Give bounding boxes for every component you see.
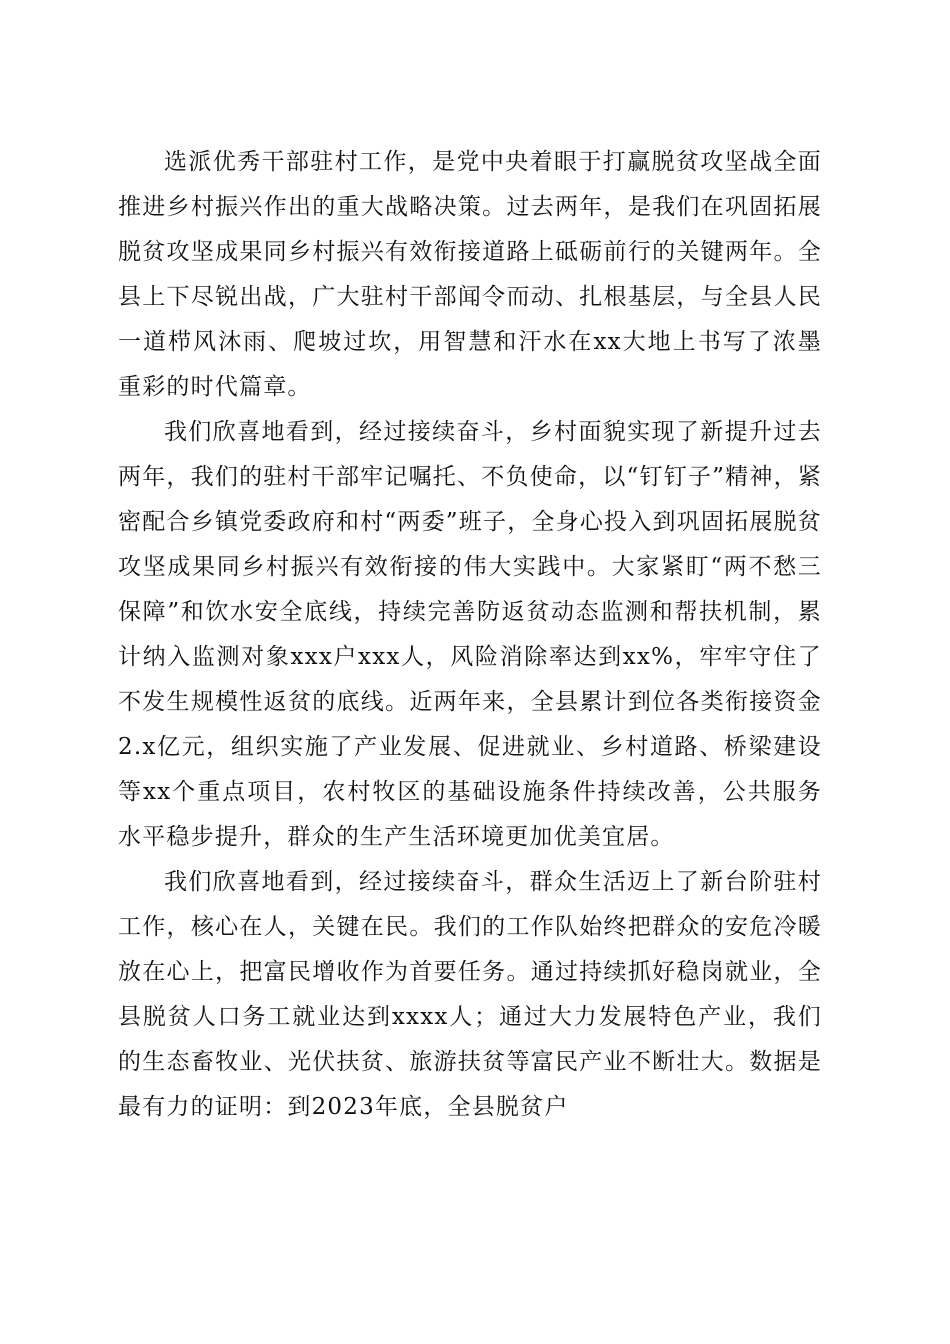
paragraph-rural-improvement: 我们欣喜地看到，经过接续奋斗，乡村面貌实现了新提升过去两年，我们的驻村干部牢记嘱托、不负使命，以“钉钉子”精神，紧密配合乡镇党委政府和村“两委”班子，全身心投入到巩固拓展脱贫攻坚成果同乡村振兴有效衔接的伟大实践中。大家紧盯“两不愁三保障”和饮水安全底线，持续完善防返贫动态监测和帮扶机制，累计纳入监测对象xxx户xxx人，风险消除率达到xx%，牢牢守住了不发生规模性返贫的底线。近两年来，全县累计到位各类衔接资金2.x亿元，组织实施了产业发展、促进就业、乡村道路、桥梁建设等xx个重点项目，农村牧区的基础设施条件持续改善，公共服务水平稳步提升，群众的生产生活环境更加优美宜居。: [118, 419, 822, 850]
document-body: [118, 140, 822, 1130]
paragraph-intro: 选派优秀干部驻村工作，是党中央着眼于打赢脱贫攻坚战全面推进乡村振兴作出的重大战略决策。过去两年，是我们在巩固拓展脱贫攻坚成果同乡村振兴有效衔接道路上砥砺前行的关键两年。全县上下尽锐出战，广大驻村干部闻令而动、扎根基层，与全县人民一道栉风沐雨、爬坡过坎，用智慧和汗水在xx大地上书写了浓墨重彩的时代篇章。: [118, 149, 822, 400]
paragraph-livelihood: 我们欣喜地看到，经过接续奋斗，群众生活迈上了新台阶驻村工作，核心在人，关键在民。我们的工作队始终把群众的安危冷暖放在心上，把富民增收作为首要任务。通过持续抓好稳岗就业，全县脱贫人口务工就业达到xxxx人；通过大力发展特色产业，我们的生态畜牧业、光伏扶贫、旅游扶贫等富民产业不断壮大。数据是最有力的证明：到2023年底，全县脱贫户: [118, 869, 822, 1120]
